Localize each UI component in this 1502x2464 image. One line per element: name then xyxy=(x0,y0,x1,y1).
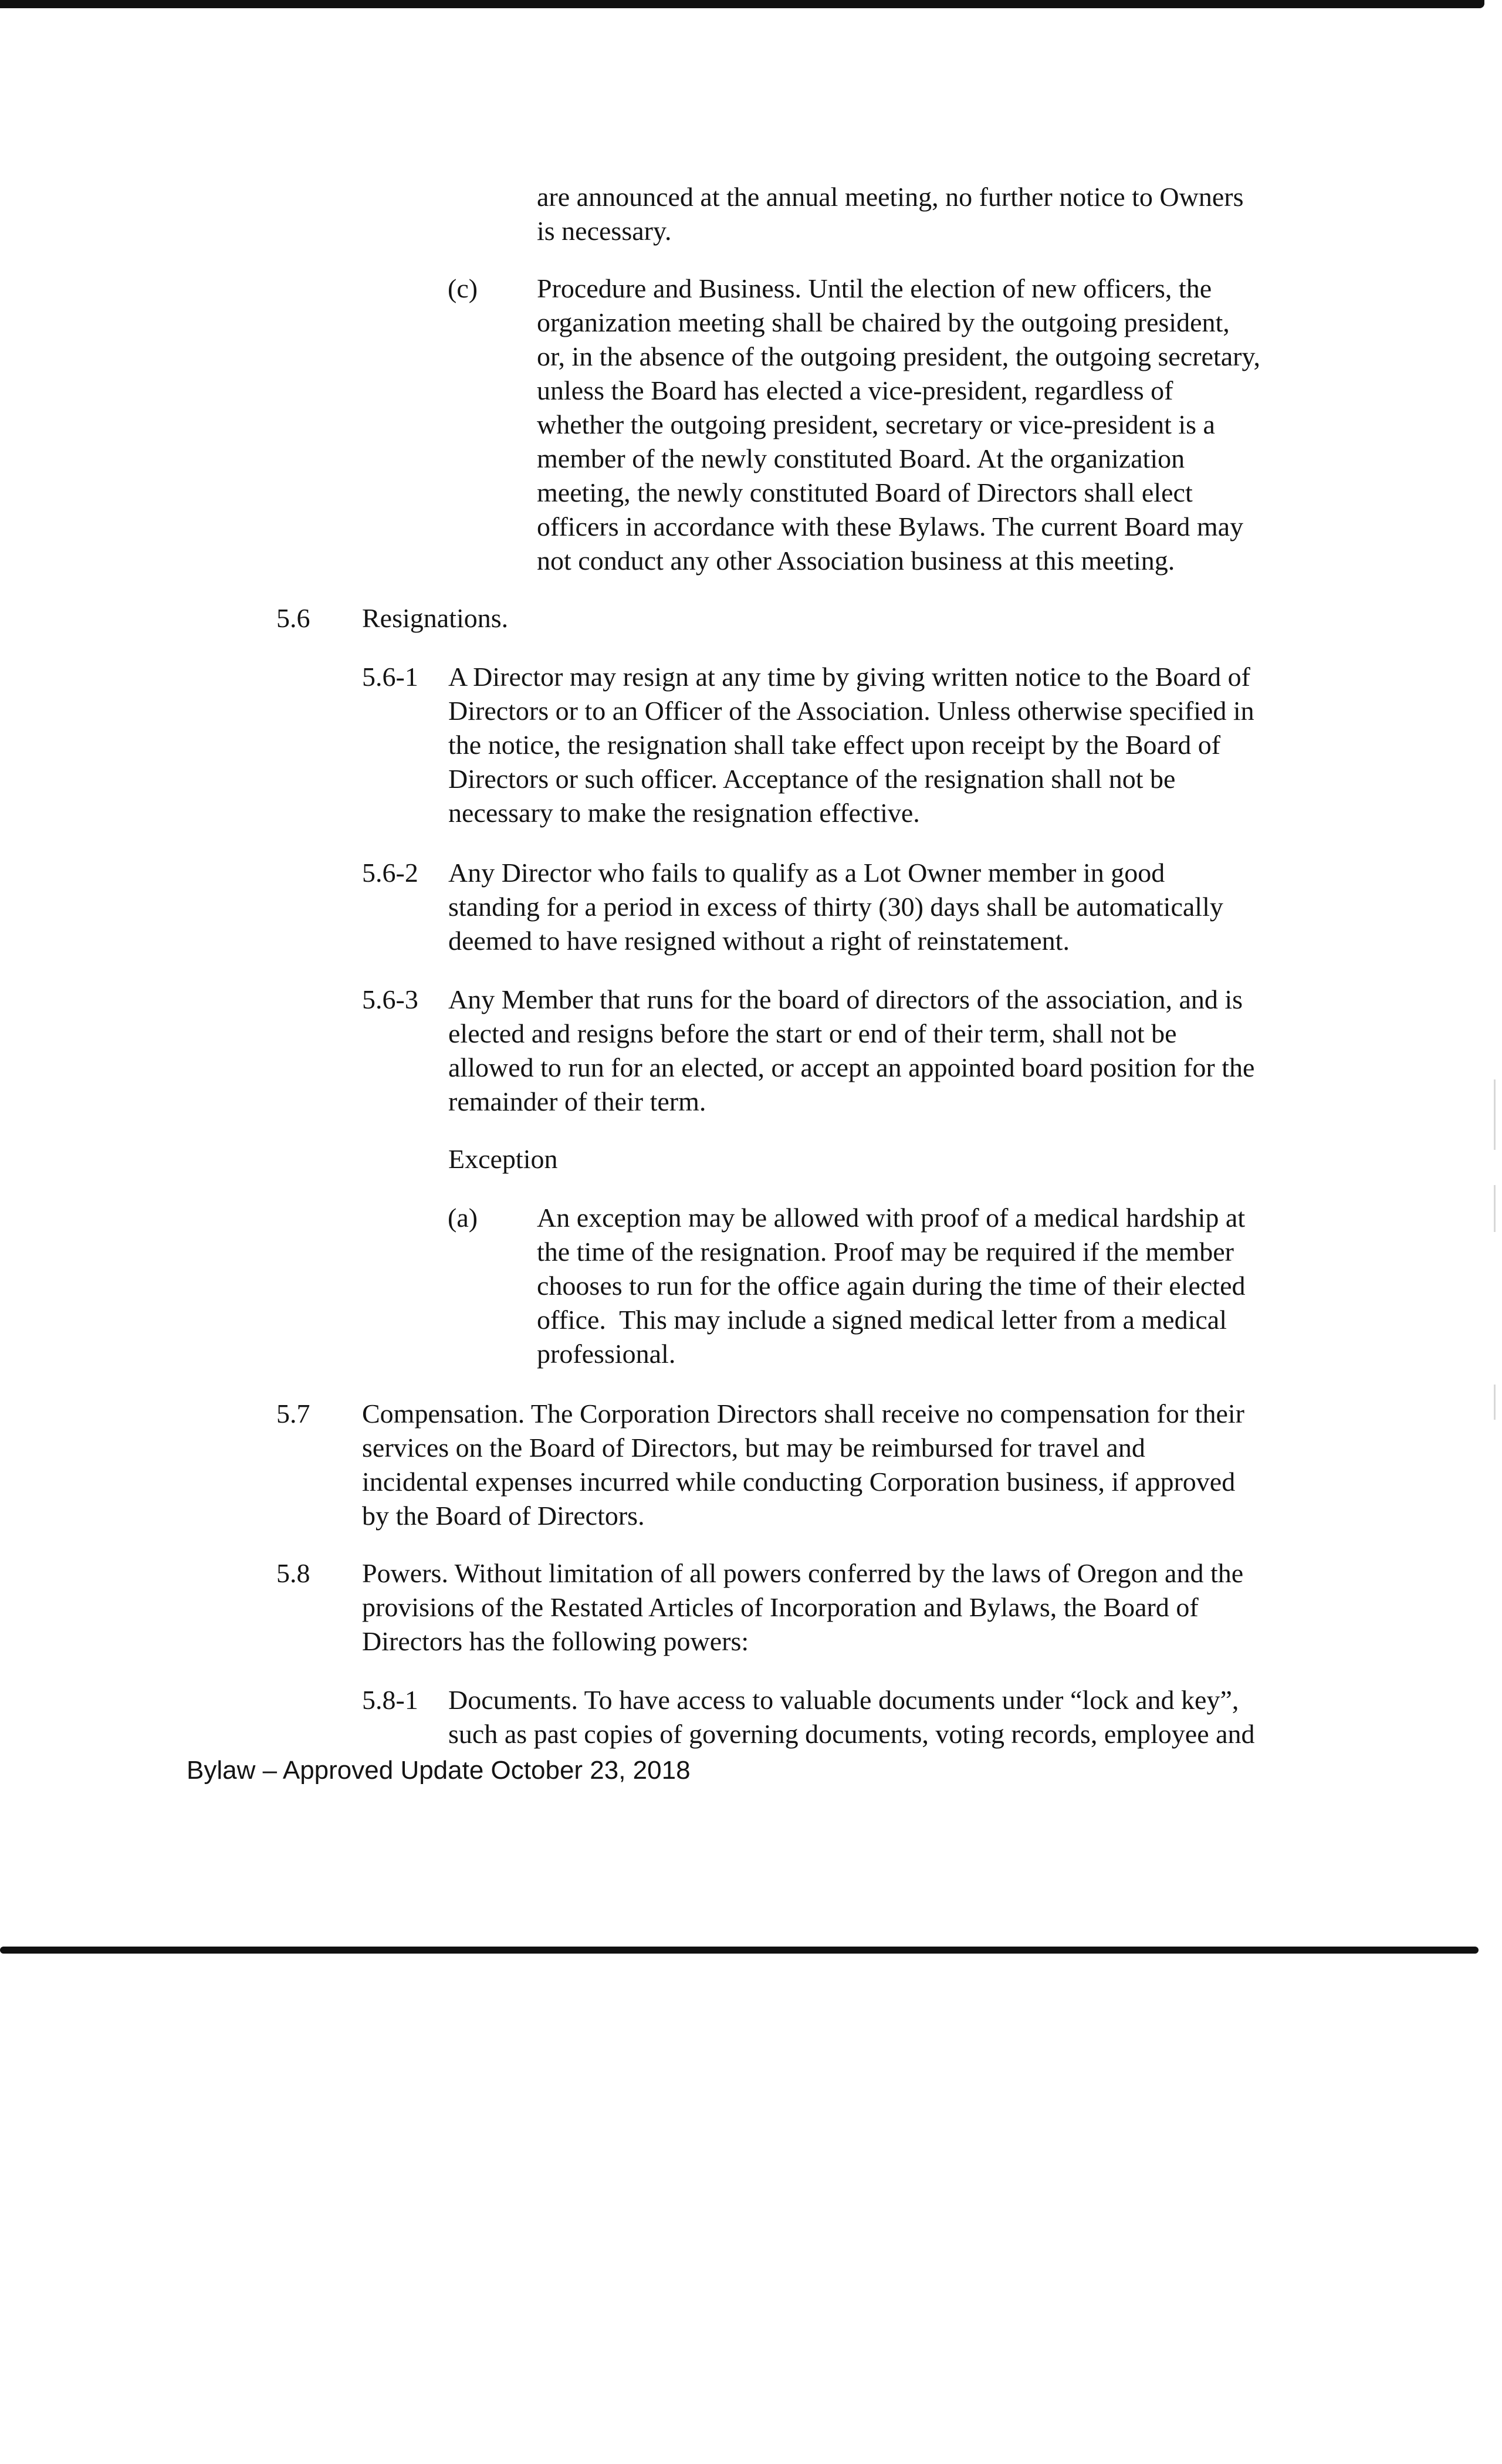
subsection-c-line: officers in accordance with these Bylaws. The current Board may xyxy=(537,512,1244,541)
section-5-6-2-line: standing for a period in excess of thirty (30) days shall be automatically xyxy=(448,892,1223,922)
subsection-c-line: meeting, the newly constituted Board of Directors shall elect xyxy=(537,478,1193,507)
sub-c-continuation-line-2: is necessary. xyxy=(537,216,672,246)
section-5-6-3-line: remainder of their term. xyxy=(448,1087,706,1116)
exception-a-line: office. This may include a signed medical letter from a medical xyxy=(537,1305,1227,1335)
section-5-7-line: incidental expenses incurred while conducting Corporation business, if approved xyxy=(362,1467,1236,1497)
section-5-6-2-number: 5.6-2 xyxy=(362,858,418,888)
exception-a-line: professional. xyxy=(537,1339,676,1369)
subsection-c-line: unless the Board has elected a vice-president, regardless of xyxy=(537,375,1173,405)
exception-a-label: (a) xyxy=(448,1203,478,1233)
section-5-6-1-line: Directors or such officer. Acceptance of the resignation shall not be xyxy=(448,764,1176,794)
subsection-c-line: not conduct any other Association business at this meeting. xyxy=(537,546,1175,576)
section-5-8-number: 5.8 xyxy=(276,1558,310,1588)
exception-heading: Exception xyxy=(448,1144,558,1174)
scan-artifact xyxy=(1494,1185,1496,1232)
section-5-7-line: services on the Board of Directors, but may be reimbursed for travel and xyxy=(362,1433,1145,1463)
subsection-c-line: organization meeting shall be chaired by the outgoing president, xyxy=(537,307,1230,337)
subsection-c-line: whether the outgoing president, secretary or vice-president is a xyxy=(537,409,1215,439)
section-5-7-number: 5.7 xyxy=(276,1399,310,1429)
section-5-6-number: 5.6 xyxy=(276,603,310,633)
section-5-6-1-line: Directors or to an Officer of the Association. Unless otherwise specified in xyxy=(448,696,1254,726)
section-5-6-1-line: A Director may resign at any time by giving written notice to the Board of xyxy=(448,662,1250,692)
section-5-6-1-number: 5.6-1 xyxy=(362,662,418,692)
scan-border-top xyxy=(0,0,1484,8)
section-5-7-line: Compensation. The Corporation Directors shall receive no compensation for their xyxy=(362,1399,1244,1429)
scan-artifact xyxy=(1494,1385,1496,1420)
section-5-6-3-line: Any Member that runs for the board of directors of the association, and is xyxy=(448,984,1243,1014)
section-5-6-3-line: allowed to run for an elected, or accept an appointed board position for the xyxy=(448,1052,1255,1082)
scan-artifact xyxy=(1494,1079,1496,1150)
section-5-6-title: Resignations. xyxy=(362,603,509,633)
exception-a-line: the time of the resignation. Proof may be required if the member xyxy=(537,1237,1234,1267)
section-5-8-line: Directors has the following powers: xyxy=(362,1626,749,1656)
exception-a-line: chooses to run for the office again during the time of their elected xyxy=(537,1271,1246,1301)
section-5-6-1-line: necessary to make the resignation effective. xyxy=(448,798,920,828)
section-5-8-1-line: Documents. To have access to valuable documents under “lock and key”, xyxy=(448,1685,1239,1715)
section-5-7-line: by the Board of Directors. xyxy=(362,1501,645,1531)
page-footer: Bylaw – Approved Update October 23, 2018 xyxy=(187,1756,691,1785)
exception-a-line: An exception may be allowed with proof of a medical hardship at xyxy=(537,1203,1246,1233)
section-5-6-1-line: the notice, the resignation shall take effect upon receipt by the Board of xyxy=(448,730,1221,760)
scan-border-bottom xyxy=(0,1947,1479,1954)
subsection-c-label: (c) xyxy=(448,273,478,303)
section-5-8-line: provisions of the Restated Articles of Incorporation and Bylaws, the Board of xyxy=(362,1592,1199,1622)
section-5-6-2-line: deemed to have resigned without a right of reinstatement. xyxy=(448,926,1070,956)
section-5-8-line: Powers. Without limitation of all powers conferred by the laws of Oregon and the xyxy=(362,1558,1244,1588)
section-5-6-2-line: Any Director who fails to qualify as a Lot Owner member in good xyxy=(448,858,1165,888)
section-5-8-1-line: such as past copies of governing documents, voting records, employee and xyxy=(448,1719,1255,1749)
sub-c-continuation-line-1: are announced at the annual meeting, no further notice to Owners xyxy=(537,182,1244,212)
subsection-c-line: Procedure and Business. Until the election of new officers, the xyxy=(537,273,1212,303)
section-5-8-1-number: 5.8-1 xyxy=(362,1685,418,1715)
section-5-6-3-number: 5.6-3 xyxy=(362,984,418,1014)
subsection-c-line: or, in the absence of the outgoing president, the outgoing secretary, xyxy=(537,341,1260,371)
subsection-c-line: member of the newly constituted Board. At the organization xyxy=(537,444,1185,473)
section-5-6-3-line: elected and resigns before the start or end of their term, shall not be xyxy=(448,1018,1177,1048)
